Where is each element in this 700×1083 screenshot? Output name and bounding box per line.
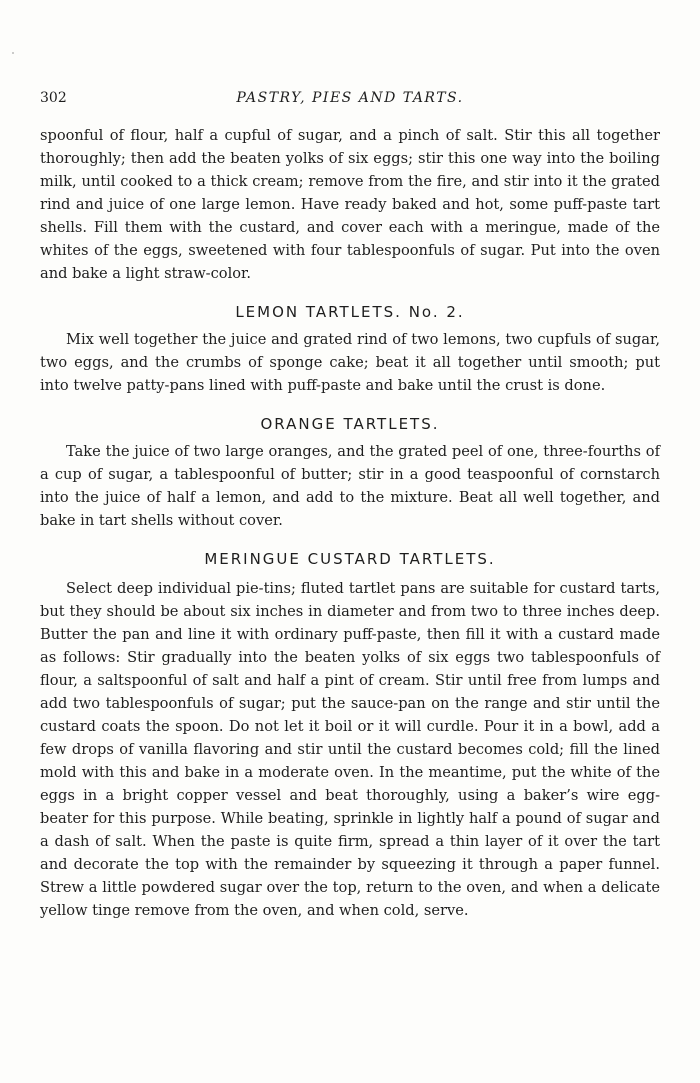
running-title: PASTRY, PIES AND TARTS. — [236, 90, 464, 106]
margin-speck — [12, 52, 14, 54]
meringue-custard-tartlets-heading: MERINGUE CUSTARD TARTLETS. — [204, 550, 496, 568]
continuation-paragraph: spoonful of flour, half a cupful of sugar, and a pinch of salt. Stir this all together thoroughly; then add the beaten yolks of six eggs; stir this one way into the boiling milk, until cooked to a thick cream; remove from the fire, and stir into it the grated rind and juice of one large lemon. Have ready baked and hot, some puff-paste tart shells. Fill them with the custard, and cover each with a meringue, made of the whites of the eggs, sweetened with four tablespoonfuls of sugar. Put into the oven and bake a light straw-color. — [40, 127, 660, 282]
orange-tartlets-heading: ORANGE TARTLETS. — [260, 415, 440, 433]
book-page — [40, 90, 660, 922]
lemon-tartlets-heading: LEMON TARTLETS. No. 2. — [235, 303, 465, 321]
page-number: 302 — [40, 90, 67, 106]
orange-tartlets-paragraph: Take the juice of two large oranges, and the grated peel of one, three-fourths of a cup of sugar, a tablespoonful of butter; stir in a good teaspoonful of cornstarch into the juice of half a lemon, and add to the mixture. Beat all well together, and bake in tart shells without cover. — [40, 443, 660, 529]
lemon-tartlets-paragraph: Mix well together the juice and grated rind of two lemons, two cupfuls of sugar, two eggs, and the crumbs of sponge cake; beat it all together until smooth; put into twelve patty-pans lined with puff-paste and bake until the crust is done. — [40, 331, 660, 394]
meringue-custard-tartlets-paragraph: Select deep individual pie-tins; fluted tartlet pans are suitable for custard tarts, but they should be about six inches in diameter and from two to three inches deep. Butter the pan and line it with ordinary puff-paste, then fill it with a custard made as follows: Stir gradually into the beaten yolks of six eggs two tablespoonfuls of flour, a saltspoonful of salt and half a pint of cream. Stir until free from lumps and add two tablespoonfuls of sugar; put the sauce-pan on the range and stir until the custard coats the spoon. Do not let it boil or it will curdle. Pour it in a bowl, add a few drops of vanilla flavoring and stir until the custard becomes cold; fill the lined mold with this and bake in a moderate oven. In the meantime, put the white of the eggs in a bright copper vessel and beat thoroughly, using a baker’s wire egg-beater for this purpose. While beating, sprinkle in lightly half a pound of sugar and a dash of salt. When the paste is quite firm, spread a thin layer of it over the tart and decorate the top with the remainder by squeezing it through a paper funnel. Strew a little powdered sugar over the top, return to the oven, and when a delicate yellow tinge remove from the oven, and when cold, serve. — [40, 580, 660, 919]
page-header — [40, 90, 660, 114]
